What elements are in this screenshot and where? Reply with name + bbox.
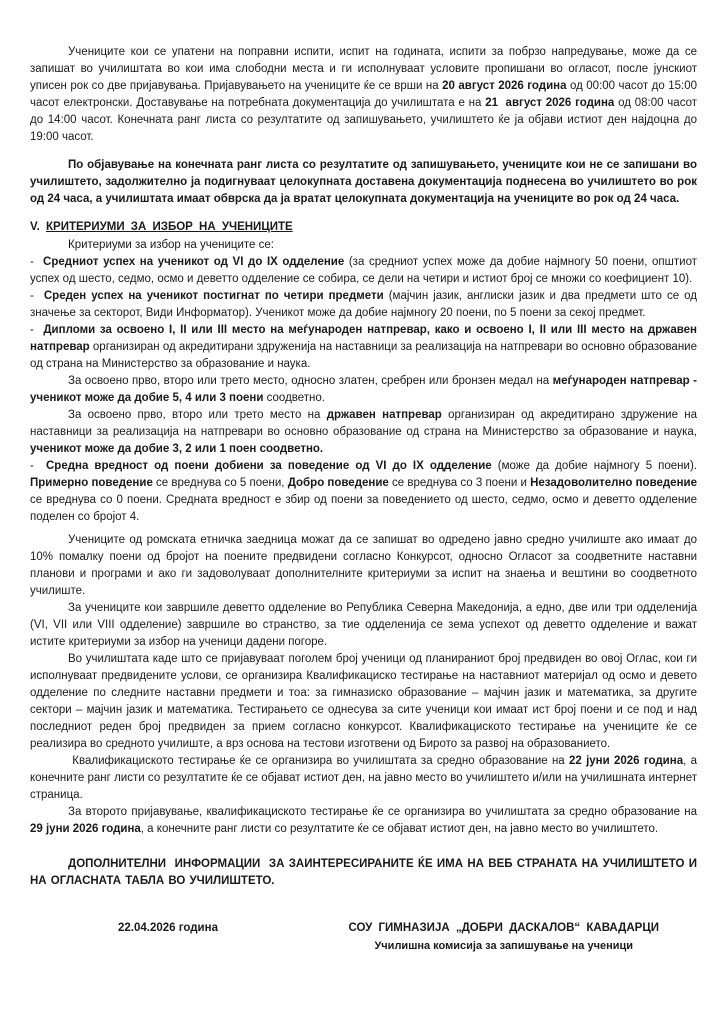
para-testing-second-date: За второто пријавување, квалификациското тестирање ќе се организира во училиштата за средно образование на 29 јуни 2026 година, а конечните ранг листи со резултатите ќе се објават истиот ден, на јавно место во училиштето. — [30, 806, 697, 835]
para-roma-community: Учениците од ромската етничка заедница можат да се запишат во одредено јавно средно училиште ако имаат до 10% помалку поени од бројот на поените предвидени согласно Конкурсот, односно Огласот за соодветните наставни планови и програми и ако ги задоволуваат дополнителните критериуми за испит на знаења и вештини во соодветното училиште. — [30, 534, 697, 597]
para-additional-info: ДОПОЛНИТЕЛНИ ИНФОРМАЦИИ ЗА ЗАИНТЕРЕСИРАНИТЕ ЌЕ ИМА НА ВЕБ СТРАНАТА НА УЧИЛИШТЕТО И НА ОГЛАСНАТА ТАБЛА ВО УЧИЛИШТЕТО. — [30, 858, 697, 887]
para-foreign-grades: За учениците кои завршиле деветто одделение во Република Северна Македонија, а едно, две или три одделенија (VI, VII или VIII одделение) завршиле во странство, за тие одделенија се зема успехот од деветто одделение и важат истите критериуми за избор на ученици дадени погоре. — [30, 602, 697, 648]
document-date: 22.04.2026 година — [118, 922, 218, 934]
signature-block — [348, 920, 659, 955]
bullet-conduct-points: - Средна вредност од поени добиени за поведение од VI до IX одделение (може да добие најмногу 5 поени). Примерно поведение се вреднува со 5 поени, Добро поведение се вреднува со 3 поени и Незадоволително поведение се вреднува со 0 поени. Средната вредност е збир од поени за поведението од шесто, седмо, осмо и деветто одделение поделен со бројот 4. — [30, 460, 697, 523]
bullet-average-success: - Средниот успех на ученикот од VI до IX одделение (за средниот успех може да добие најмногу 50 поени, општиот успех од шесто, седмо, осмо и деветто одделение се собира, се дели на четири и истиот број се множи со коефициент 10). — [30, 256, 697, 285]
enrollment-committee: Училишна комисија за запишување на ученици — [374, 940, 634, 952]
school-name: СОУ ГИМНАЗИЈА „ДОБРИ ДАСКАЛОВ“ КАВАДАРЦИ — [348, 922, 659, 934]
para-qualification-testing: Во училиштата каде што се пријавуваат поголем број ученици од планираниот број предвиден во овој Оглас, кои ги исполнуваат предвидените услови, се организира Квалификациско тестирање на наставниот материјал од осмо и девето одделение по следните наставни предмети и тоа: за гимназиско образование – мајчин јазик и математика, за другите сектори – мајчин јазик и математика. Тестирањето се однесува за сите ученици кои имаат ист број поени и се под и над последниот реден број предвиден за прием согласно конкурсот. Квалификациското тестирање на учениците ќе се реализира во средното училиште, а врз основа на тестови изготвени од Бирото за развој на образованието. — [30, 653, 697, 750]
bullet-four-subjects: - Среден успех на ученикот постигнат по четири предмети (мајчин јазик, англиски јазик и два предмети што се од значење за секторот, Види Информатор). Ученикот може да добие најмногу 20 поени, по 5 поени за секој предмет. — [30, 290, 697, 319]
para-state-competition: За освоено прво, второ или трето место на државен натпревар организиран од акредитирано здружение на наставници за реализација на натпревари во основно образование од страна на Министерство за образование и наука, ученикот може да добие 3, 2 или 1 поен соодветно. — [30, 409, 698, 455]
para-criteria-intro: Критериуми за избор на учениците се: — [68, 239, 274, 251]
section-heading-criteria: V. КРИТЕРИУМИ ЗА ИЗБОР НА УЧЕНИЦИТЕ — [30, 221, 293, 233]
para-document-return: По објавување на конечната ранг листа со резултатите од запишувањето, учениците кои не се запишани во училиштето, задолжително ја подигнуваат целокупната доставена документација поднесена во училиштето во рок од 24 часа, а училиштата имаат обврска да ја вратат целокупната документација на учениците во рок од 24 часа. — [30, 159, 697, 205]
para-testing-first-date: Квалификациското тестирање ќе се организира во училиштата за средно образование на 22 јуни 2026 година, а конечните ранг листи со резултатите ќе се објават истиот ден, на јавно место во училиштето и/или на училишната интернет страница. — [30, 755, 697, 801]
para-international-competition: За освоено прво, второ или трето место, односно златен, сребрен или бронзен медал на меѓународен натпревар - ученикот може да добие 5, 4 или 3 поени соодветно. — [30, 375, 698, 404]
document-body — [30, 44, 697, 890]
para-exam-enrollment: Учениците кои се упатени на поправни испити, испит на годината, испити за побрзо напредување, може да се запишат во училиштата во кои има слободни места и ги исполнуваат условите пропишани во огласот, после јунскиот уписен рок со две пријавувања. Пријавувањето на учениците ќе се врши на 20 август 2026 година од 00:00 часот до 15:00 часот електронски. Доставување на потребната документација до училиштата е на 21 август 2026 година од 08:00 часот до 14:00 часот. Конечната ранг листа со резултатите од запишувањето, училиштето ќе ја објави истиот ден најдоцна до 19:00 часот. — [30, 46, 697, 143]
bullet-diplomas: - Дипломи за освоено I, II или III место на меѓународен натпревар, како и освоено I, II или III место на државен натпревар организиран од акредитирани здруженија на наставници за реализација на натпревари во основно образование од страна на Министерство за образование и наука. — [30, 324, 697, 370]
document-footer — [30, 920, 697, 955]
